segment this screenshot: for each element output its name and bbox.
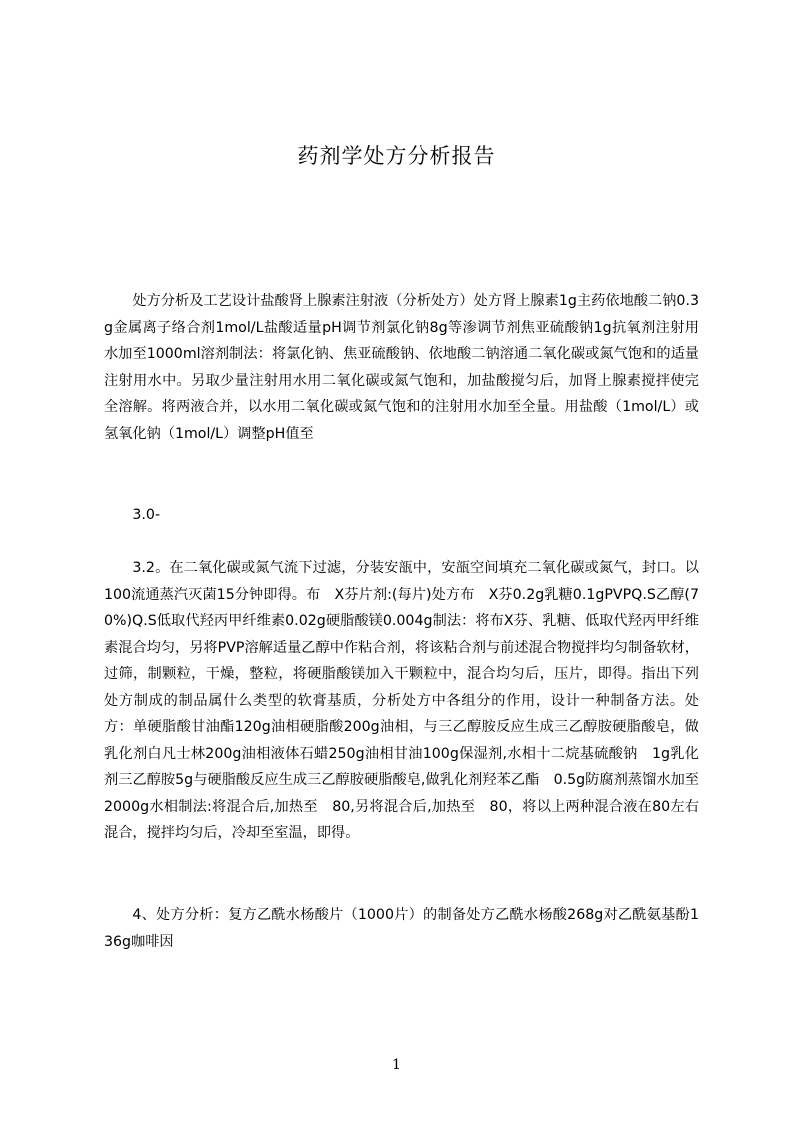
- paragraph-ph-range-start: 3.0-: [132, 507, 161, 523]
- paragraph-tablet-ointment: 3.2。在二氧化碳或氮气流下过滤，分装安瓿中，安瓿空间填充二氧化碳或氮气，封口。以100流通蒸汽灭菌15分钟即得。布 X芬片剂:(每片)处方布 X芬0.2g乳糖0.1gPVPQ.S乙醇(70%)Q.S低取代羟丙甲纤维素0.02g硬脂酸镁0.004g制法：将布X芬、乳糖、低取代羟丙甲纤维素混合均匀，另将PVP溶解适量乙醇中作粘合剂，将该粘合剂与前述混合物搅拌均匀制备软材，过筛，制颗粒，干燥，整粒，将硬脂酸镁加入干颗粒中，混合均匀后，压片，即得。指出下列处方制成的制品属什么类型的软膏基质，分析处方中各组分的作用，设计一种制备方法。处方：单硬脂酸甘油酯120g油相硬脂酸200g油相，与三乙醇胺反应生成三乙醇胺硬脂酸皂，做乳化剂白凡士林200g油相液体石蜡250g油相甘油100g保湿剂,水相十二烷基硫酸钠 1g乳化剂三乙醇胺5g与硬脂酸反应生成三乙醇胺硬脂酸皂,做乳化剂羟苯乙酯 0.5g防腐剂蒸馏水加至2000g水相制法:将混合后,加热至 80,另将混合后,加热至 80，将以上两种混合液在80左右混合，搅拌均匀后，冷却至室温，即得。: [104, 560, 699, 841]
- paragraph-epinephrine-injection: 处方分析及工艺设计盐酸肾上腺素注射液（分析处方）处方肾上腺素1g主药依地酸二钠0.3g金属离子络合剂1mol/L盐酸适量pH调节剂氯化钠8g等渗调节剂焦亚硫酸钠1g抗氧剂注射用水加至1000ml溶剂制法：将氯化钠、焦亚硫酸钠、依地酸二钠溶通二氧化碳或氮气饱和的适量注射用水中。另取少量注射用水用二氧化碳或氮气饱和，加盐酸搅匀后，加肾上腺素搅拌使完全溶解。将两液合并，以水用二氧化碳或氮气饱和的注射用水加至全量。用盐酸（1mol/L）或氢氧化钠（1mol/L）调整pH值至: [104, 293, 699, 442]
- page-number: 1: [392, 1057, 401, 1073]
- document-title: 药剂学处方分析报告: [297, 144, 496, 168]
- paragraph-aspirin-tablet: 4、处方分析：复方乙酰水杨酸片（1000片）的制备处方乙酰水杨酸268g对乙酰氨基酚136g咖啡因: [104, 907, 699, 950]
